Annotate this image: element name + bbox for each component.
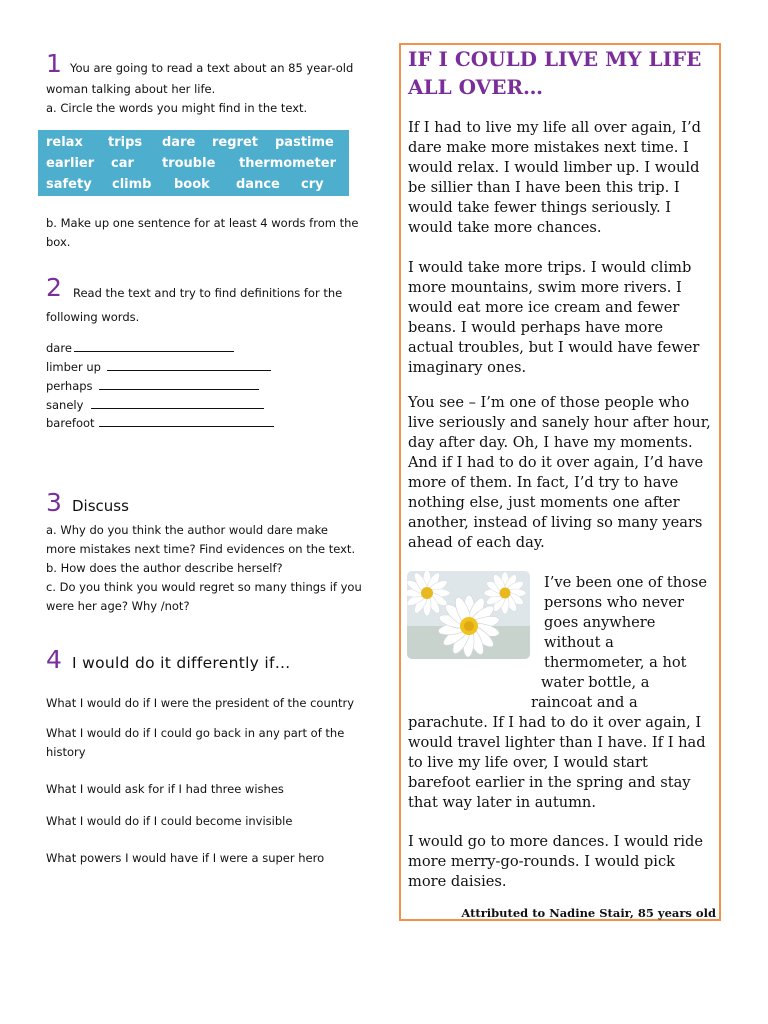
word-climb: climb (112, 177, 152, 192)
discuss-line-a2: more mistakes next time? Find evidences on the text. (46, 542, 356, 556)
word-earlier: earlier (46, 156, 95, 171)
prompt-three-wishes: What I would ask for if I had three wishes (46, 782, 284, 796)
section-1-number: 1 (46, 49, 62, 78)
daisy-flowers-image (407, 571, 530, 659)
definition-term: dare (46, 341, 72, 355)
definition-term: limber up (46, 360, 101, 374)
definition-term: perhaps (46, 379, 93, 393)
wrap-line-2: persons who never (544, 594, 684, 611)
definition-perhaps (46, 378, 259, 394)
paragraph-1: If I had to live my life all over again, I’d dare make more mistakes next time. I would relax. I would limber up. I would be sillier than I have been this trip. I would take fewer things seriously. I would take more chances. (408, 119, 701, 236)
definition-sanely (46, 397, 264, 413)
wrap-line-4: without a (544, 634, 614, 651)
discuss-line-c2: were her age? Why /not? (46, 599, 190, 613)
word-box (38, 130, 349, 196)
definition-barefoot (46, 415, 274, 431)
answer-blank[interactable] (99, 415, 274, 427)
discuss-line-c1: c. Do you think you would regret so many things if you (46, 580, 362, 594)
paragraph-2: I would take more trips. I would climb more mountains, swim more rivers. I would eat more ice cream and fewer beans. I would perhaps have more actual troubles, but I would have fewer imaginary ones. (408, 259, 700, 376)
wrap-line-1: I’ve been one of those (544, 574, 708, 591)
prompt-go-back-line2: history (46, 745, 86, 759)
section-1-task-b-line1: b. Make up one sentence for at least 4 words from the (46, 216, 359, 230)
paragraph-3: You see – I’m one of those people who live seriously and sanely hour after hour, day after day. Oh, I have my moments. And if I had to do it over again, I’d have more of them. In fact, I’d try to have nothing else, just moments one after another, instead of living so many years ahead of each day. (408, 394, 711, 551)
answer-blank[interactable] (74, 340, 234, 352)
section-2-number: 2 (46, 273, 62, 302)
word-trips: trips (108, 135, 143, 150)
definition-term: barefoot (46, 416, 95, 430)
prompt-invisible: What I would do if I could become invisible (46, 814, 293, 828)
section-1-task-b-line2: box. (46, 235, 71, 249)
section-1-intro-line2: woman talking about her life. (46, 82, 216, 96)
word-thermometer: thermometer (239, 156, 336, 171)
answer-blank[interactable] (99, 378, 259, 390)
reading-title (408, 45, 713, 101)
prompt-go-back-line1: What I would do if I could go back in any part of the (46, 726, 345, 740)
definition-limber-up (46, 359, 271, 375)
word-safety: safety (46, 177, 92, 192)
section-2-line2: following words. (46, 310, 140, 324)
definition-dare (46, 340, 234, 356)
word-trouble: trouble (162, 156, 216, 171)
section-4-number: 4 (46, 645, 62, 674)
word-relax: relax (46, 135, 83, 150)
definition-term: sanely (46, 398, 84, 412)
discuss-line-b: b. How does the author describe herself? (46, 561, 283, 575)
word-book: book (174, 177, 210, 192)
word-regret: regret (212, 135, 258, 150)
word-cry: cry (301, 177, 324, 192)
section-2-line1: Read the text and try to find definitions for the (73, 286, 343, 300)
word-dance: dance (236, 177, 280, 192)
section-3-heading: Discuss (72, 497, 129, 515)
word-dare: dare (162, 135, 196, 150)
prompt-super-hero: What powers I would have if I were a super hero (46, 851, 325, 865)
reading-title-line1: IF I COULD LIVE MY LIFE (408, 47, 702, 71)
wrap-line-6: water bottle, a (541, 674, 650, 691)
section-3-number: 3 (46, 488, 62, 517)
answer-blank[interactable] (107, 359, 271, 371)
word-pastime: pastime (275, 135, 334, 150)
section-1-task-a: a. Circle the words you might find in the text. (46, 101, 308, 115)
answer-blank[interactable] (91, 397, 264, 409)
wrap-line-3: goes anywhere (544, 614, 656, 631)
prompt-president: What I would do if I were the president of the country (46, 696, 355, 710)
word-car: car (111, 156, 134, 171)
paragraph-4-rest: parachute. If I had to do it over again, I would travel lighter than I have. If I had to live my life over, I would start barefoot earlier in the spring and stay that way later in autumn. (408, 714, 706, 811)
attribution: Attributed to Nadine Stair, 85 years old (461, 906, 716, 920)
wrap-line-7: raincoat and a (531, 694, 638, 711)
paragraph-5: I would go to more dances. I would ride more merry-go-rounds. I would pick more daisies. (408, 833, 704, 890)
reading-title-line2: ALL OVER… (408, 75, 544, 99)
discuss-line-a1: a. Why do you think the author would dare make (46, 523, 328, 537)
section-1-intro-line1: You are going to read a text about an 85 year-old (70, 61, 354, 75)
section-4-heading: I would do it differently if… (72, 654, 291, 672)
wrap-line-5: thermometer, a hot (544, 654, 687, 671)
